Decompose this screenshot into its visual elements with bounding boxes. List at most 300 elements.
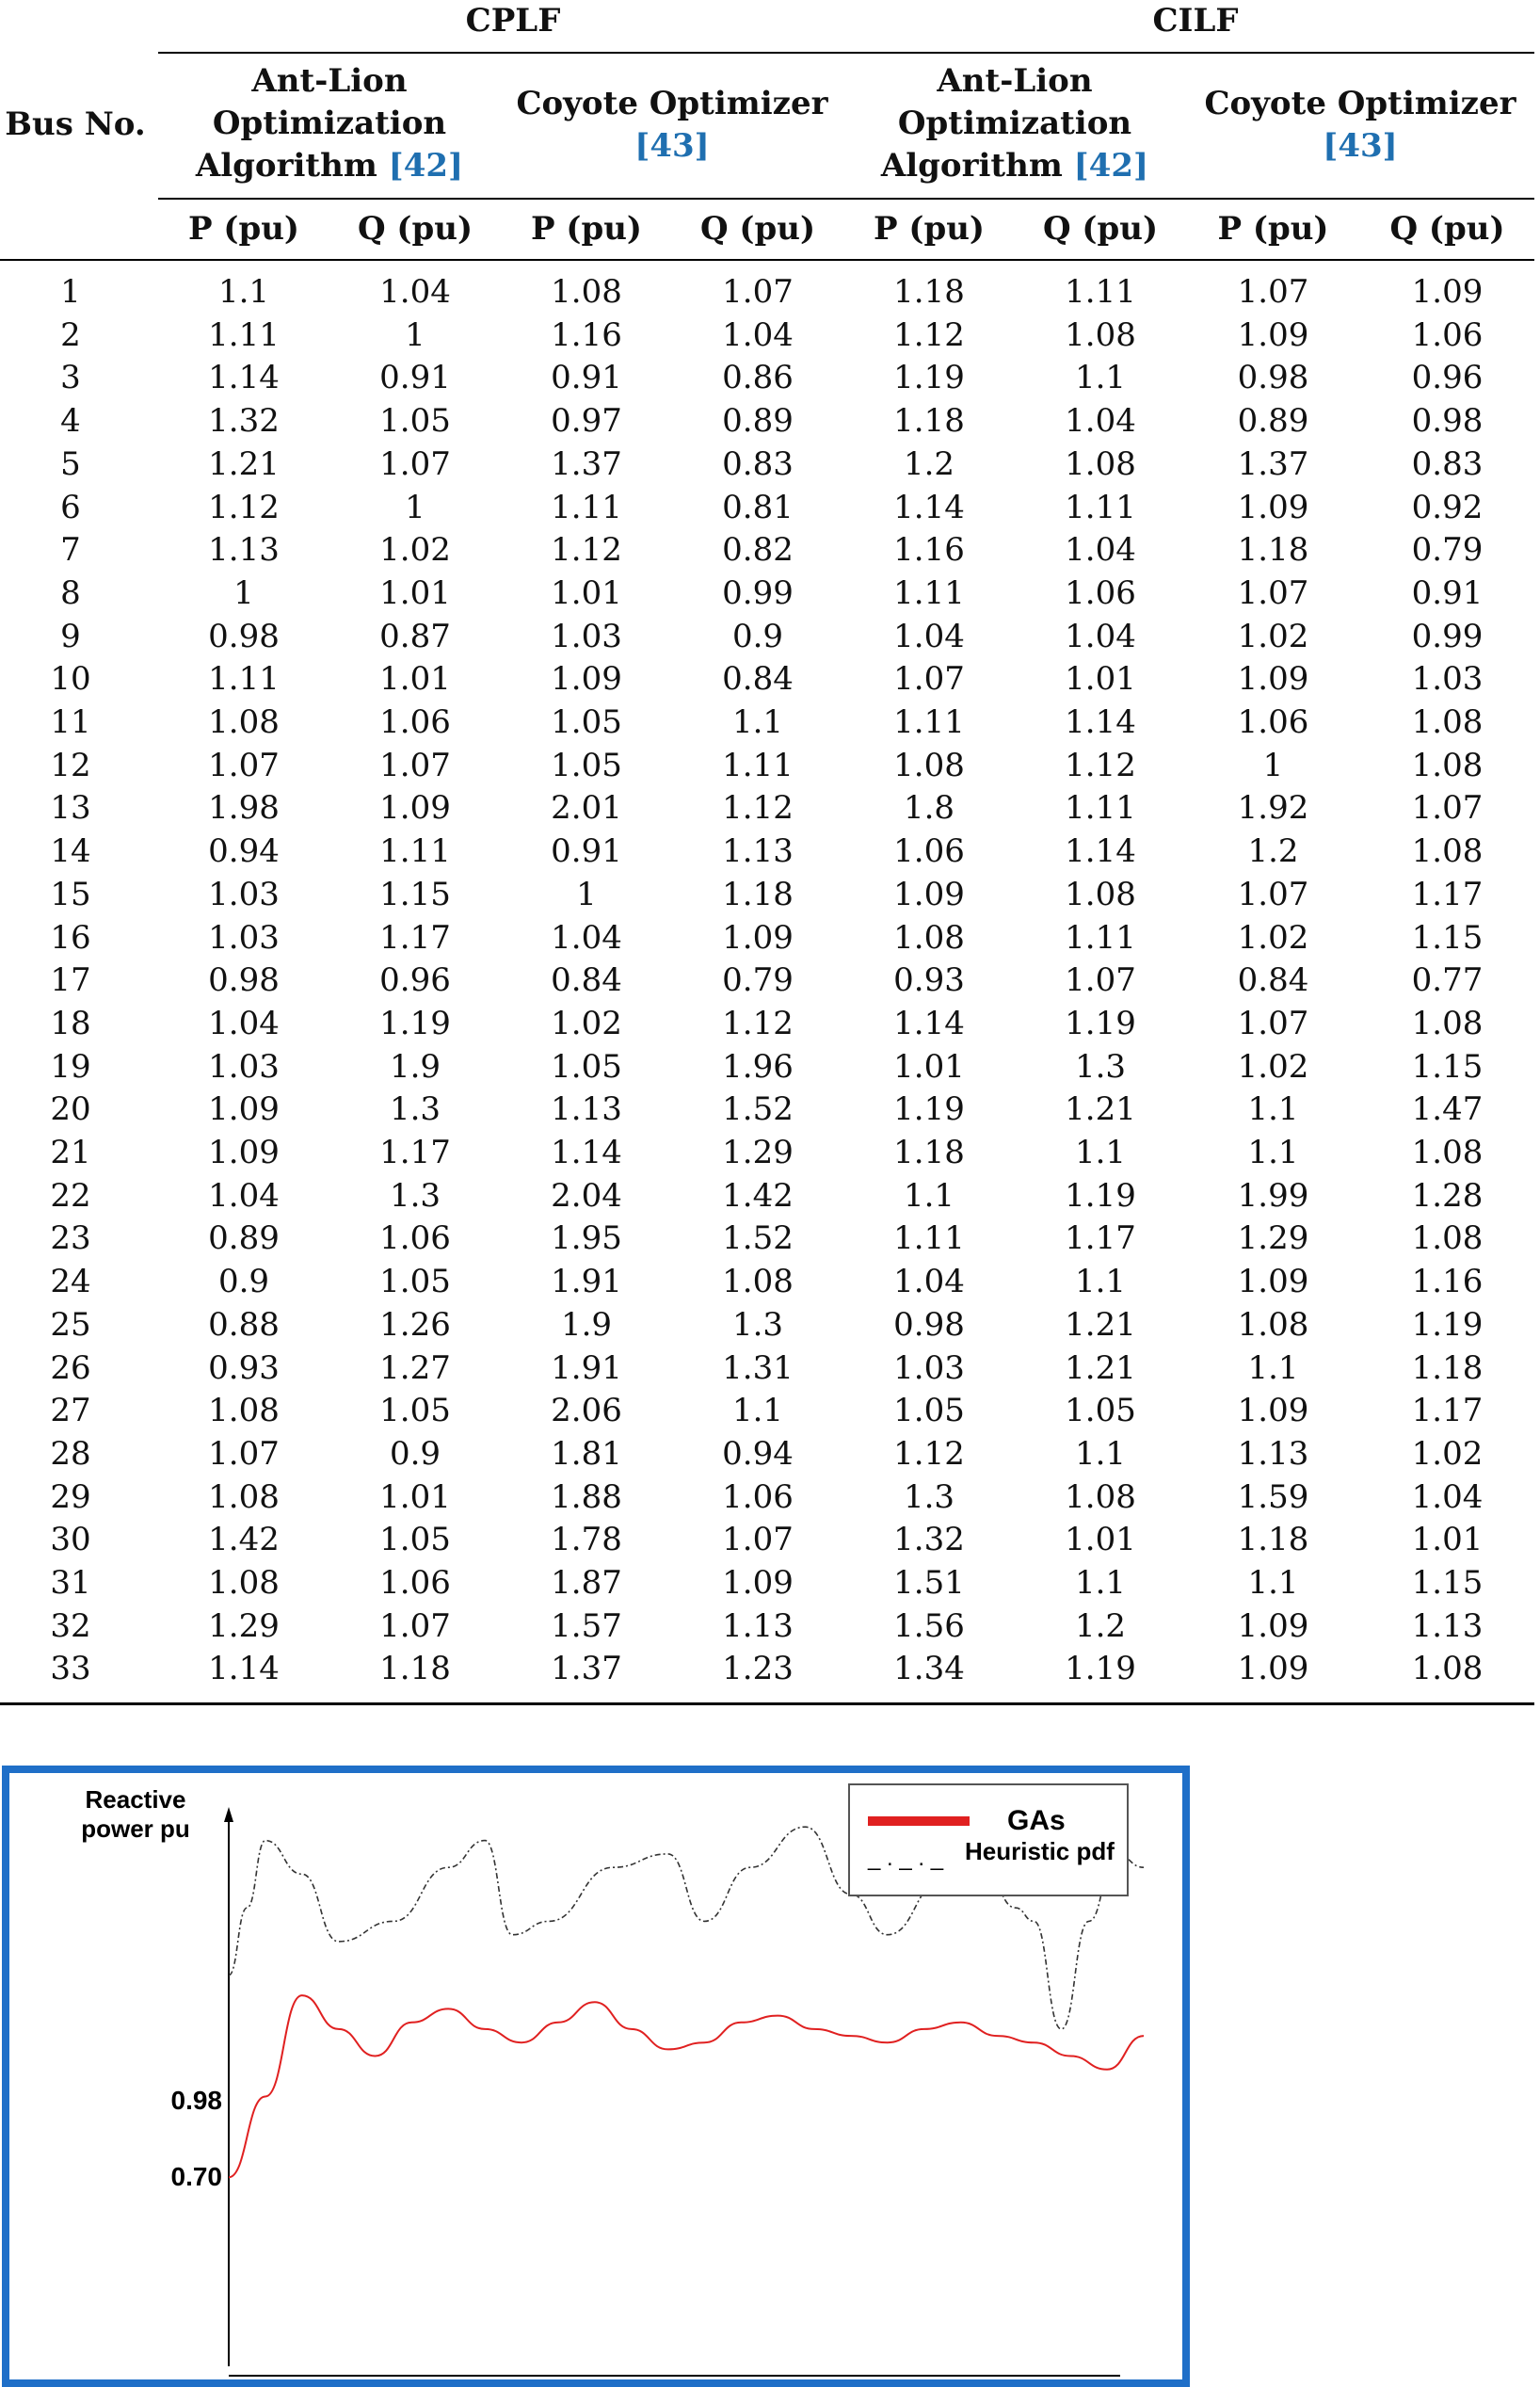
value-cell: 1.1 — [1074, 1434, 1127, 1473]
value-cell: 2.04 — [551, 1176, 622, 1215]
value-cell: 1.14 — [1065, 703, 1136, 741]
table-row — [0, 528, 1534, 572]
value-cell: 1.07 — [722, 273, 794, 311]
value-cell: 1.19 — [1065, 1004, 1136, 1042]
value-cell: 1.09 — [1237, 1392, 1309, 1430]
table-row — [0, 701, 1534, 744]
bus-number-cell: 20 — [50, 1090, 91, 1129]
value-cell: 1.07 — [1237, 875, 1309, 913]
group-underline — [158, 52, 1534, 54]
bus-number-cell: 25 — [50, 1305, 91, 1344]
value-cell: 1.9 — [560, 1305, 613, 1344]
col-header-p: P (pu) — [187, 210, 300, 248]
value-cell: 1.09 — [379, 789, 451, 828]
value-cell: 1.08 — [1411, 832, 1484, 871]
value-cell: 1.08 — [1065, 315, 1136, 354]
value-cell: 1.07 — [893, 660, 965, 699]
value-cell: 1.42 — [722, 1176, 794, 1215]
value-cell: 1.08 — [208, 1392, 280, 1430]
value-cell: 1.37 — [551, 444, 622, 483]
value-cell: 1.02 — [1237, 1047, 1309, 1086]
value-cell: 1.01 — [1411, 1521, 1484, 1559]
value-cell: 0.98 — [208, 961, 280, 1000]
value-cell: 1.05 — [551, 746, 622, 784]
value-cell: 1.03 — [893, 1348, 965, 1387]
value-cell: 1.26 — [379, 1305, 451, 1344]
bus-number-cell: 18 — [50, 1004, 91, 1042]
value-cell: 1.01 — [893, 1047, 965, 1086]
table-row — [0, 1260, 1534, 1303]
value-cell: 1.04 — [1411, 1477, 1484, 1516]
bus-number-cell: 31 — [50, 1564, 91, 1602]
method-header-cplf-antlion: Ant-Lion Optimization Algorithm [42] — [195, 62, 464, 185]
col-header-q: Q (pu) — [1042, 210, 1159, 248]
value-cell: 0.83 — [1411, 444, 1484, 483]
y-tick-label: 0.70 — [170, 2162, 222, 2191]
value-cell: 1.05 — [379, 1521, 451, 1559]
bus-number-cell: 1 — [60, 273, 81, 311]
value-cell: 1.14 — [893, 488, 965, 526]
value-cell: 1.01 — [379, 573, 451, 612]
value-cell: 1.18 — [1237, 531, 1309, 570]
value-cell: 1.08 — [208, 1564, 280, 1602]
value-cell: 1.19 — [379, 1004, 451, 1042]
table-row — [0, 1476, 1534, 1519]
value-cell: 1.08 — [893, 746, 965, 784]
value-cell: 1.08 — [551, 273, 622, 311]
value-cell: 1.19 — [893, 359, 965, 397]
value-cell: 1.51 — [893, 1564, 965, 1602]
value-cell: 1.03 — [208, 1047, 280, 1086]
bus-number-cell: 11 — [50, 703, 91, 741]
y-axis-arrow — [224, 1807, 233, 1822]
value-cell: 1.1 — [1074, 359, 1127, 397]
method-underline — [158, 198, 1534, 200]
value-cell: 1.13 — [551, 1090, 622, 1129]
value-cell: 1.11 — [208, 315, 280, 354]
value-cell: 1.02 — [1237, 918, 1309, 957]
bus-number-cell: 28 — [50, 1434, 91, 1473]
table-row — [0, 1432, 1534, 1476]
value-cell: 1.78 — [551, 1521, 622, 1559]
value-cell: 1.19 — [893, 1090, 965, 1129]
y-axis-label-line-2: power pu — [81, 1814, 190, 1843]
bus-number-cell: 14 — [50, 832, 91, 871]
table-row — [0, 1518, 1534, 1561]
value-cell: 1.21 — [1065, 1305, 1136, 1344]
value-cell: 0.94 — [208, 832, 280, 871]
value-cell: 1.37 — [551, 1650, 622, 1688]
value-cell: 0.96 — [1411, 359, 1484, 397]
bus-number-cell: 33 — [50, 1650, 91, 1688]
value-cell: 1.06 — [1411, 315, 1484, 354]
value-cell: 1.95 — [551, 1219, 622, 1258]
value-cell: 1.11 — [379, 832, 451, 871]
value-cell: 1.01 — [379, 660, 451, 699]
value-cell: 1.08 — [722, 1263, 794, 1301]
table-row — [0, 572, 1534, 615]
value-cell: 1.08 — [1411, 703, 1484, 741]
value-cell: 1.07 — [208, 746, 280, 784]
value-cell: 2.01 — [551, 789, 622, 828]
value-cell: 1.12 — [893, 1434, 965, 1473]
value-cell: 1.05 — [379, 402, 451, 441]
value-cell: 1.11 — [893, 1219, 965, 1258]
value-cell: 1.04 — [893, 617, 965, 655]
value-cell: 1.96 — [722, 1047, 794, 1086]
value-cell: 1.91 — [551, 1348, 622, 1387]
value-cell: 1.14 — [208, 1650, 280, 1688]
value-cell: 1.88 — [551, 1477, 622, 1516]
value-cell: 1.17 — [1065, 1219, 1136, 1258]
value-cell: 1 — [405, 315, 425, 354]
table-row — [0, 786, 1534, 830]
value-cell: 1.27 — [379, 1348, 451, 1387]
method-header-cilf-antlion: Ant-Lion Optimization Algorithm [42] — [880, 62, 1149, 185]
value-cell: 1.19 — [1065, 1650, 1136, 1688]
value-cell: 0.87 — [379, 617, 451, 655]
value-cell: 1.17 — [1411, 1392, 1484, 1430]
value-cell: 1.09 — [1237, 1606, 1309, 1645]
value-cell: 1.1 — [1247, 1134, 1299, 1171]
method-header-cilf-coyote: Coyote Optimizer [43] — [1204, 85, 1516, 165]
bus-number-cell: 26 — [50, 1348, 91, 1387]
value-cell: 1.13 — [208, 531, 280, 570]
value-cell: 1.04 — [1065, 531, 1136, 570]
method-header-cplf-coyote: Coyote Optimizer [43] — [516, 85, 828, 165]
group-header-cplf: CPLF — [465, 2, 561, 40]
value-cell: 1.14 — [208, 359, 280, 397]
value-cell: 1.08 — [1065, 875, 1136, 913]
value-cell: 0.99 — [722, 573, 794, 612]
bus-number-cell: 15 — [50, 875, 91, 913]
value-cell: 1.17 — [379, 1134, 451, 1171]
bus-number-cell: 27 — [50, 1392, 91, 1430]
value-cell: 1.12 — [208, 488, 280, 526]
value-cell: 1.42 — [208, 1521, 280, 1559]
value-cell: 1.05 — [379, 1392, 451, 1430]
value-cell: 1.3 — [389, 1176, 441, 1215]
bus-number-cell: 23 — [50, 1219, 91, 1258]
value-cell: 1.18 — [893, 1134, 965, 1171]
value-cell: 1.09 — [722, 1564, 794, 1602]
legend-label-heuristic: Heuristic pdf — [965, 1837, 1115, 1865]
value-cell: 1.09 — [1237, 1650, 1309, 1688]
value-cell: 0.84 — [551, 961, 622, 1000]
value-cell: 1.21 — [208, 444, 280, 483]
col-header-p: P (pu) — [530, 210, 643, 248]
table-row — [0, 959, 1534, 1002]
value-cell: 1.09 — [722, 918, 794, 957]
legend-label-gas: GAs — [1007, 1805, 1066, 1836]
value-cell: 1.04 — [208, 1004, 280, 1042]
value-cell: 1.04 — [208, 1176, 280, 1215]
value-cell: 1.07 — [1237, 573, 1309, 612]
table-row — [0, 1347, 1534, 1390]
value-cell: 1.08 — [1237, 1305, 1309, 1344]
value-cell: 1.06 — [379, 1564, 451, 1602]
value-cell: 1.21 — [1065, 1348, 1136, 1387]
value-cell: 1.06 — [893, 832, 965, 871]
bus-number-cell: 5 — [60, 444, 81, 483]
bus-number-cell: 22 — [50, 1176, 91, 1215]
value-cell: 0.92 — [1411, 488, 1484, 526]
table-row — [0, 1131, 1534, 1174]
value-cell: 1.09 — [1237, 488, 1309, 526]
value-cell: 1.21 — [1065, 1090, 1136, 1129]
value-cell: 1.04 — [1065, 617, 1136, 655]
value-cell: 1.17 — [379, 918, 451, 957]
table-row — [0, 1045, 1534, 1089]
value-cell: 0.86 — [722, 359, 794, 397]
bus-number-header: Bus No. — [5, 105, 146, 143]
value-cell: 1.11 — [1065, 918, 1136, 957]
value-cell: 1.03 — [208, 875, 280, 913]
value-cell: 0.91 — [379, 359, 451, 397]
value-cell: 1.05 — [1065, 1392, 1136, 1430]
value-cell: 0.98 — [893, 1305, 965, 1344]
table-row — [0, 1389, 1534, 1432]
value-cell: 1.08 — [1065, 1477, 1136, 1516]
value-cell: 2.06 — [551, 1392, 622, 1430]
value-cell: 1.29 — [1237, 1219, 1309, 1258]
value-cell: 1.1 — [1247, 1564, 1299, 1602]
value-cell: 1.1 — [217, 273, 270, 311]
value-cell: 1.31 — [722, 1348, 794, 1387]
value-cell: 1.09 — [551, 660, 622, 699]
table-row — [0, 399, 1534, 443]
value-cell: 1.29 — [722, 1134, 794, 1171]
value-cell: 0.79 — [722, 961, 794, 1000]
value-cell: 1.98 — [208, 789, 280, 828]
value-cell: 1.56 — [893, 1606, 965, 1645]
value-cell: 1.15 — [1411, 918, 1484, 957]
value-cell: 1.04 — [551, 918, 622, 957]
bus-number-cell: 16 — [50, 918, 91, 957]
value-cell: 1.04 — [379, 273, 451, 311]
value-cell: 1.07 — [1411, 789, 1484, 828]
value-cell: 0.84 — [1237, 961, 1309, 1000]
table-row — [0, 873, 1534, 916]
value-cell: 1.3 — [389, 1090, 441, 1129]
col-header-p: P (pu) — [873, 210, 986, 248]
col-header-q: Q (pu) — [357, 210, 473, 248]
value-cell: 1.09 — [893, 875, 965, 913]
bus-number-cell: 4 — [60, 402, 81, 441]
value-cell: 1.08 — [208, 1477, 280, 1516]
value-cell: 0.9 — [217, 1263, 270, 1301]
value-cell: 1.16 — [1411, 1263, 1484, 1301]
col-header-q: Q (pu) — [699, 210, 816, 248]
value-cell: 1.07 — [1237, 1004, 1309, 1042]
value-cell: 1.01 — [551, 573, 622, 612]
value-cell: 1.07 — [722, 1521, 794, 1559]
value-cell: 1.59 — [1237, 1477, 1309, 1516]
value-cell: 1.03 — [1411, 660, 1484, 699]
table-row — [0, 486, 1534, 529]
value-cell: 0.89 — [1237, 402, 1309, 441]
value-cell: 1.2 — [1074, 1606, 1127, 1645]
value-cell: 1.1 — [731, 703, 784, 741]
value-cell: 1.15 — [1411, 1564, 1484, 1602]
value-cell: 1.87 — [551, 1564, 622, 1602]
value-cell: 1 — [576, 875, 597, 913]
value-cell: 0.89 — [208, 1219, 280, 1258]
value-cell: 1.34 — [893, 1650, 965, 1688]
value-cell: 1.3 — [731, 1305, 784, 1344]
value-cell: 1.08 — [1065, 444, 1136, 483]
value-cell: 1.13 — [722, 832, 794, 871]
value-cell: 1.11 — [893, 703, 965, 741]
bus-number-cell: 7 — [60, 531, 81, 570]
table-row — [0, 615, 1534, 658]
value-cell: 1.07 — [1065, 961, 1136, 1000]
legend-swatch-heuristic: _ . _ . _ — [868, 1846, 944, 1871]
value-cell: 1.02 — [1411, 1434, 1484, 1473]
value-cell: 1.02 — [379, 531, 451, 570]
y-axis-label-line-1: Reactive — [85, 1785, 186, 1814]
value-cell: 1.04 — [1065, 402, 1136, 441]
value-cell: 1.11 — [893, 573, 965, 612]
table-row — [0, 356, 1534, 399]
value-cell: 1.17 — [1411, 875, 1484, 913]
value-cell: 0.82 — [722, 531, 794, 570]
value-cell: 0.99 — [1411, 617, 1484, 655]
value-cell: 1.29 — [208, 1606, 280, 1645]
table-row — [0, 314, 1534, 357]
value-cell: 0.91 — [551, 359, 622, 397]
value-cell: 1.52 — [722, 1219, 794, 1258]
value-cell: 1.52 — [722, 1090, 794, 1129]
value-cell: 1.18 — [1411, 1348, 1484, 1387]
value-cell: 1.12 — [722, 789, 794, 828]
value-cell: 1.13 — [722, 1606, 794, 1645]
value-cell: 1.08 — [1411, 1134, 1484, 1171]
value-cell: 1.07 — [208, 1434, 280, 1473]
table-row — [0, 1217, 1534, 1260]
value-cell: 1.19 — [1065, 1176, 1136, 1215]
value-cell: 1.09 — [208, 1090, 280, 1129]
value-cell: 1.02 — [551, 1004, 622, 1042]
value-cell: 1.09 — [1237, 1263, 1309, 1301]
bus-number-cell: 10 — [50, 660, 91, 699]
value-cell: 1.01 — [379, 1477, 451, 1516]
value-cell: 1.1 — [1074, 1564, 1127, 1602]
value-cell: 0.98 — [208, 617, 280, 655]
value-cell: 1.2 — [1247, 832, 1299, 871]
value-cell: 1.3 — [903, 1477, 955, 1516]
value-cell: 1.11 — [208, 660, 280, 699]
table-row — [0, 1561, 1534, 1605]
value-cell: 1.05 — [551, 703, 622, 741]
value-cell: 1.18 — [893, 402, 965, 441]
col-header-q: Q (pu) — [1389, 210, 1505, 248]
bus-number-cell: 32 — [50, 1606, 91, 1645]
value-cell: 1.08 — [1411, 1219, 1484, 1258]
value-cell: 0.81 — [722, 488, 794, 526]
value-cell: 1 — [233, 573, 254, 612]
series-line-gas — [229, 1995, 1144, 2177]
group-header-cilf: CILF — [1152, 2, 1239, 40]
bus-number-cell: 8 — [60, 573, 81, 612]
value-cell: 1.47 — [1411, 1090, 1484, 1129]
table-row — [0, 1174, 1534, 1218]
value-cell: 1.15 — [379, 875, 451, 913]
value-cell: 1.18 — [1237, 1521, 1309, 1559]
value-cell: 0.77 — [1411, 961, 1484, 1000]
value-cell: 0.96 — [379, 961, 451, 1000]
value-cell: 0.97 — [551, 402, 622, 441]
value-cell: 0.84 — [722, 660, 794, 699]
value-cell: 1.08 — [1411, 1650, 1484, 1688]
value-cell: 0.79 — [1411, 531, 1484, 570]
value-cell: 1.06 — [1065, 573, 1136, 612]
table-row — [0, 1002, 1534, 1045]
table-row — [0, 1088, 1534, 1131]
value-cell: 1.28 — [1411, 1176, 1484, 1215]
value-cell: 1.1 — [903, 1176, 955, 1215]
value-cell: 0.9 — [389, 1434, 441, 1473]
table-row — [0, 270, 1534, 314]
value-cell: 1.16 — [893, 531, 965, 570]
value-cell: 1.07 — [379, 746, 451, 784]
table-row — [0, 1605, 1534, 1648]
bus-number-cell: 3 — [60, 359, 81, 397]
value-cell: 1.06 — [379, 1219, 451, 1258]
value-cell: 0.93 — [208, 1348, 280, 1387]
value-cell: 1.08 — [1411, 1004, 1484, 1042]
value-cell: 1.09 — [1237, 315, 1309, 354]
bus-number-cell: 19 — [50, 1047, 91, 1086]
value-cell: 1.1 — [731, 1392, 784, 1430]
value-cell: 1.18 — [379, 1650, 451, 1688]
value-cell: 1.06 — [722, 1477, 794, 1516]
value-cell: 0.89 — [722, 402, 794, 441]
value-cell: 1.16 — [551, 315, 622, 354]
value-cell: 0.91 — [551, 832, 622, 871]
value-cell: 1.99 — [1237, 1176, 1309, 1215]
value-cell: 1.05 — [551, 1047, 622, 1086]
value-cell: 1.1 — [1074, 1134, 1127, 1171]
value-cell: 1.18 — [893, 273, 965, 311]
header-bottom-rule — [0, 259, 1534, 261]
value-cell: 1.07 — [1237, 273, 1309, 311]
bus-number-cell: 6 — [60, 488, 81, 526]
value-cell: 1.32 — [893, 1521, 965, 1559]
value-cell: 1.08 — [208, 703, 280, 741]
value-cell: 1.06 — [379, 703, 451, 741]
value-cell: 1.11 — [1065, 789, 1136, 828]
value-cell: 0.88 — [208, 1305, 280, 1344]
bus-number-cell: 21 — [50, 1134, 91, 1171]
value-cell: 1.81 — [551, 1434, 622, 1473]
value-cell: 1.57 — [551, 1606, 622, 1645]
value-cell: 1.12 — [893, 315, 965, 354]
value-cell: 1.14 — [551, 1134, 622, 1171]
value-cell: 1.04 — [893, 1263, 965, 1301]
bus-number-cell: 24 — [50, 1263, 91, 1301]
bus-number-cell: 17 — [50, 961, 91, 1000]
bus-number-cell: 13 — [50, 789, 91, 828]
value-cell: 1.12 — [1065, 746, 1136, 784]
table-row — [0, 744, 1534, 787]
value-cell: 1.13 — [1411, 1606, 1484, 1645]
value-cell: 1.8 — [903, 789, 955, 828]
value-cell: 1.02 — [1237, 617, 1309, 655]
bus-number-cell: 29 — [50, 1477, 91, 1516]
col-header-p: P (pu) — [1217, 210, 1329, 248]
value-cell: 1 — [1262, 746, 1284, 784]
